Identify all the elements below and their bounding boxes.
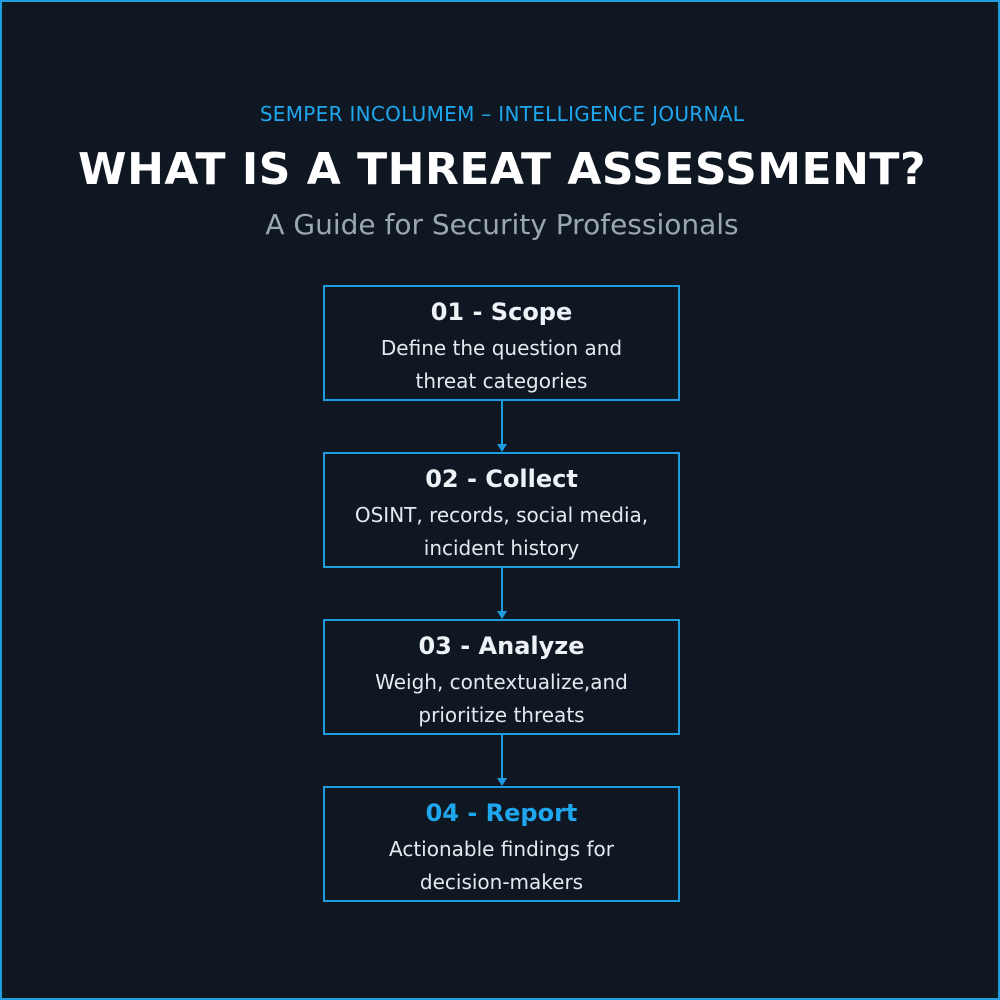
step-description-line: prioritize threats [418, 703, 585, 727]
step-box-analyze [323, 619, 680, 735]
down-arrow-icon [494, 567, 510, 619]
step-box-collect [323, 452, 680, 568]
step-description-line: incident history [423, 536, 580, 560]
step-description-line: decision-makers [419, 870, 584, 894]
step-description [325, 332, 678, 398]
down-arrow-icon [494, 734, 510, 786]
page-subtitle: A Guide for Security Professionals [265, 208, 739, 241]
step-description [325, 499, 678, 565]
step-title: 02 - Collect [425, 465, 578, 493]
step-description [325, 833, 678, 899]
step-description-line: Define the question and [380, 336, 623, 360]
step-description-line: Actionable findings for [389, 837, 614, 861]
step-box-report [323, 786, 680, 902]
down-arrow-icon [494, 400, 510, 452]
step-description-line: threat categories [415, 369, 588, 393]
step-description [325, 666, 678, 732]
journal-name: SEMPER INCOLUMEM – INTELLIGENCE JOURNAL [259, 102, 745, 126]
step-description-line: OSINT, records, social media, [354, 503, 649, 527]
step-title: 03 - Analyze [418, 632, 585, 660]
step-title: 04 - Report [425, 799, 578, 827]
step-title: 01 - Scope [430, 298, 573, 326]
step-description-line: Weigh, contextualize,and [375, 670, 628, 694]
page-title: WHAT IS A THREAT ASSESSMENT? [78, 144, 926, 195]
step-box-scope [323, 285, 680, 401]
